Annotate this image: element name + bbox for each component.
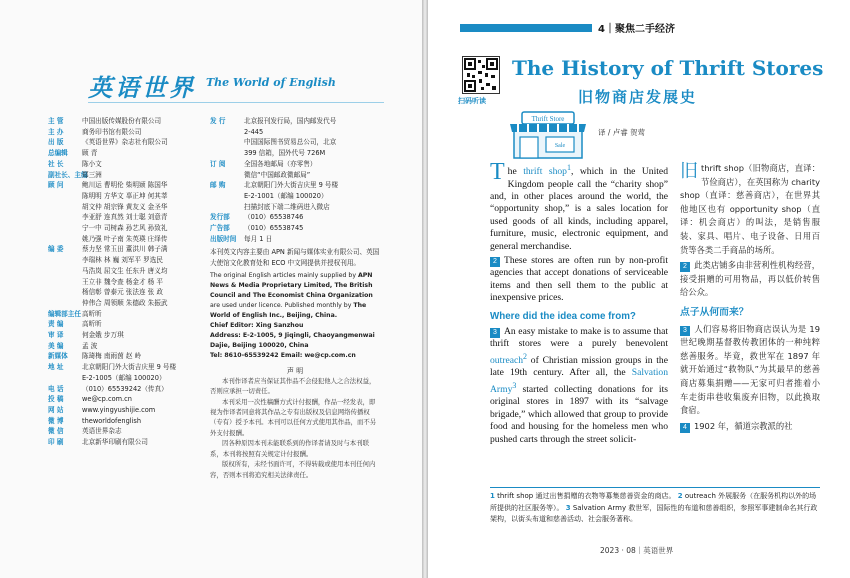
info-label — [48, 212, 82, 223]
drop-cap-cn: 旧 — [680, 161, 698, 181]
paragraph-number: 3 — [680, 326, 690, 336]
info-value: we@cp.com.cn — [82, 395, 132, 404]
info-value: 陈明明 方华文 辜正坤 何其莘 — [82, 191, 168, 200]
cn-para3-text: 人们容易将旧物商店误认为是 19 世纪晚期基督教传教团体的一种纯粹慈善服务。毕竟，救世军在 1897 年就开始通过“救物队”为其最早的慈善商店募集捐赠——无家可归者推着小车走街串巷收集废弃旧物，以此换取食宿。 — [680, 323, 820, 416]
info-value: 《英语世界》杂志社有限公司 — [82, 138, 168, 147]
info-label: 出版时间 — [210, 234, 237, 243]
para2-text: These stores are often run by non-profit agencies that accept donations of serviceable items and then sell them to the public at inexpensive prices. — [490, 255, 668, 304]
info-value: 北京朝阳门外大街吉庆里 9 号楼 — [82, 363, 177, 372]
info-label: 社 长 — [48, 159, 64, 168]
chinese-paragraph-4 — [680, 420, 820, 434]
info-row — [48, 170, 198, 181]
cooperation-en-text-2: are used under licence. Published monthly by — [210, 301, 352, 309]
info-label: 美 编 — [48, 341, 64, 350]
copyright-notice — [210, 366, 380, 480]
info-row — [210, 234, 380, 245]
chief-editor-en: Chief Editor: Xing Sanzhou — [210, 321, 304, 329]
info-label: 编辑部主任 — [48, 309, 81, 318]
cooperation-en-text: The original English articles mainly supplied by — [210, 271, 357, 279]
article-title-cn: 旧物商店发展史 — [578, 88, 698, 106]
paragraph-number: 3 — [490, 328, 500, 338]
page-folio: 2023 · 08｜英语世界 — [600, 546, 674, 555]
info-label — [210, 170, 244, 181]
footnote-number: 2 — [677, 492, 683, 500]
article-title-en: The History of Thrift Stores — [512, 56, 824, 80]
footnote-text: thrift shop 通过出售捐赠的衣物等募集慈善资金的商店。 — [497, 492, 676, 500]
info-value: 全国各地邮局（亦零售） — [244, 159, 317, 168]
info-value: 中国出版传媒股份有限公司 — [82, 117, 162, 125]
shop-sale-text: Sale — [554, 143, 566, 149]
info-value: 蔡力坚 常玉田 董洪川 韩子满 — [82, 245, 168, 254]
cooperation-en — [210, 271, 380, 361]
left-page — [0, 0, 422, 578]
info-row — [48, 287, 198, 298]
info-label: 微 信 — [48, 427, 64, 436]
chinese-paragraph-2 — [680, 259, 820, 300]
info-value: 微信“中国邮政微邮局” — [244, 170, 311, 179]
info-row — [210, 202, 380, 213]
info-label: 主 管 — [48, 117, 64, 125]
info-label — [48, 277, 82, 288]
subheading-en: Where did the idea come from? — [490, 310, 636, 322]
info-row — [48, 191, 198, 202]
english-column — [490, 159, 668, 448]
info-label: 副社长、主编 — [48, 170, 88, 179]
info-label: 投 稿 — [48, 395, 64, 404]
info-row — [48, 244, 198, 255]
info-label: 发行部 — [210, 213, 230, 222]
info-row — [48, 159, 198, 170]
info-row — [48, 180, 198, 191]
cooperation-cn: 本刊英文内容主要由 APN 新闻与媒体实业有限公司、英国大使馆文化教育处和 ECO 中文网提供并授权刊用。 — [210, 248, 380, 268]
notice-title: 声 明 — [286, 366, 304, 375]
info-value: 扫描封底下端二维码进入微店 — [244, 202, 330, 211]
info-label: 责 编 — [48, 320, 64, 329]
masthead-divider — [88, 102, 384, 103]
info-label — [48, 373, 82, 384]
info-label — [48, 191, 82, 202]
info-row — [48, 116, 198, 127]
masthead-info-right — [210, 116, 380, 480]
info-value: 2-445 — [244, 127, 264, 136]
info-label — [210, 191, 244, 202]
info-row — [48, 373, 198, 384]
info-value: 李瑞林 林 巍 刘军平 罗选民 — [82, 256, 163, 265]
info-row — [48, 255, 198, 266]
masthead-info-list — [48, 116, 198, 448]
info-label: 订 阅 — [210, 159, 226, 168]
info-value: 杨信彰 曾泰元 张法连 张 政 — [82, 288, 163, 297]
footnote-text: outreach 外展服务（在服务机构以外的场所提供的社区服务等）。 — [490, 492, 817, 512]
info-label — [210, 148, 244, 159]
drop-cap: T — [490, 159, 505, 185]
translator-credit: 译 / 卢睿 贺莺 — [598, 128, 646, 137]
info-row — [48, 266, 198, 277]
info-value: E-2-1005（邮编 100020） — [82, 373, 166, 382]
info-value: 北京新华印刷有限公司 — [82, 438, 148, 447]
info-value: 李亚舒 连真然 刘士聪 刘意青 — [82, 213, 168, 222]
para1-text: , which in the United Kingdom people call the “charity shop” and, in other places around the world, the “opportunity shop,” is a sales location for used goods of all kinds, including apparel, furniture, music, electronic equipment, and general merchandise. — [490, 166, 668, 252]
info-label: 发 行 — [210, 117, 226, 125]
info-row — [48, 212, 198, 223]
footnote-ref: 3 — [512, 380, 517, 390]
info-label — [48, 223, 82, 234]
info-label: 顾 问 — [48, 181, 64, 190]
info-row — [48, 341, 198, 352]
info-row — [210, 148, 380, 159]
footnote-divider — [490, 487, 820, 488]
section-header — [460, 20, 675, 35]
info-row — [48, 362, 198, 373]
cn-para4-text: 1902 年，循道宗教派的社 — [694, 420, 793, 431]
para3-text: An easy mistake to make is to assume that thrift stores were a purely benevolent — [490, 326, 668, 350]
info-row — [48, 148, 198, 159]
info-label: 网 站 — [48, 405, 64, 414]
info-label: 出 版 — [48, 138, 64, 147]
info-label — [48, 287, 82, 298]
masthead-logo-cn: 英语世界 — [88, 73, 196, 102]
info-label — [48, 266, 82, 277]
glossary-term-salvation-army[interactable]: Salvation Army — [490, 367, 668, 396]
info-row — [48, 309, 198, 320]
info-row — [210, 180, 380, 191]
glossary-term-outreach[interactable]: outreach — [490, 355, 524, 367]
info-row — [210, 170, 380, 181]
english-paragraph-1 — [490, 159, 668, 253]
footnote-text: Salvation Army 救世军，国际性的布道和慈善组织，参照军事建制命名其行政架构，以街头布道和慈善活动、社会服务著称。 — [490, 503, 818, 523]
address-en: Address: E-2-1005, 9 Jiqingli, Chaoyangmenwai Dajie, Beijing 100020, China — [210, 331, 375, 349]
info-row — [48, 394, 198, 405]
info-label — [48, 255, 82, 266]
info-row — [48, 137, 198, 148]
info-value: E-2-1001（邮编 100020） — [244, 191, 328, 200]
info-row — [48, 384, 198, 395]
info-value: 宁一中 司树森 孙艺风 孙致礼 — [82, 224, 168, 233]
info-value: 399 信箱，国外代号 726M — [244, 149, 326, 158]
info-row — [48, 277, 198, 288]
info-value: 陈琦梅 南雨茵 赵 岭 — [82, 352, 142, 361]
section-label: 4｜聚焦二手经济 — [598, 24, 675, 35]
footnote-number: 1 — [490, 492, 495, 500]
info-label — [210, 127, 244, 138]
info-value: 北京报刊发行局，国内邮发代号 — [244, 117, 337, 125]
info-row — [210, 191, 380, 202]
info-row — [48, 202, 198, 213]
footnote-ref: 2 — [523, 351, 528, 361]
info-row — [210, 212, 380, 223]
info-value: 高昕昕 — [82, 320, 102, 329]
notice-paragraph: 版权所有，未经书面许可，不得转载或使用本刊任何内容，否则本刊将追究相关法律责任。 — [210, 460, 376, 479]
masthead-logo-en: The World of English — [206, 76, 336, 89]
info-row — [48, 298, 198, 309]
info-label: 审 译 — [48, 331, 64, 340]
cooperation-en-partners: APN News & Media Proprietary Limited, The British Council and The Economist China Organization — [210, 271, 373, 299]
para1-text: he — [507, 166, 524, 178]
info-value: 中国国际图书贸易总公司，北京 — [244, 138, 337, 147]
info-value: 王立非 魏令查 杨金才 杨 平 — [82, 277, 163, 286]
info-value: 何金娥 步万琪 — [82, 331, 124, 340]
info-label: 新媒体 — [48, 352, 68, 361]
publisher-en: The World of English Inc., Beijing, China. — [210, 301, 367, 319]
info-row — [48, 330, 198, 341]
info-value: 商务印书馆有限公司 — [82, 127, 142, 136]
info-row — [48, 319, 198, 330]
info-row — [210, 159, 380, 170]
info-row — [48, 416, 198, 427]
contact-en: Tel: 8610-65539242 Email: we@cp.com.cn — [210, 351, 356, 359]
paragraph-number: 2 — [490, 257, 500, 267]
english-paragraph-2 — [490, 255, 668, 305]
chinese-column — [680, 162, 820, 435]
info-row — [48, 127, 198, 138]
qr-code-icon[interactable] — [462, 56, 500, 94]
publishing-info-list — [210, 116, 380, 244]
info-row — [210, 127, 380, 138]
qr-caption: 扫码听读 — [458, 97, 486, 105]
para3-text: started collecting donations for its original stores in 1897 with its “salvage brigade,” which allowed that group to provide food and housing for the homeless men who pushed carts through the street solicit- — [490, 384, 668, 445]
info-value: 姚乃强 叶子南 朱英瑛 庄绎传 — [82, 234, 168, 243]
info-value: （010）65539242（传真） — [82, 384, 168, 393]
info-label — [210, 137, 244, 148]
info-label — [48, 202, 82, 213]
notice-paragraph: 因各种原因本刊未能联系到的作译者请及时与本刊联系，本刊将按照有关规定计付报酬。 — [210, 439, 369, 458]
info-label: 邮 购 — [210, 181, 226, 190]
info-label: 印 刷 — [48, 438, 64, 447]
notice-paragraph: 本刊作译者应当保证其作品不会侵犯他人之合法权益，否则应承担一切责任。 — [210, 376, 376, 396]
info-row — [210, 223, 380, 234]
info-value: 郑三洲 — [82, 170, 102, 179]
english-paragraph-3 — [490, 326, 668, 446]
chinese-paragraph-1 — [680, 162, 820, 257]
cn-para2-text: 此类店铺多由非营利性机构经营，接受捐赠的可用物品，再以低价转售给公众。 — [680, 260, 820, 298]
paragraph-number: 4 — [680, 423, 690, 433]
info-label: 微 博 — [48, 416, 64, 425]
info-row — [210, 137, 380, 148]
chinese-paragraph-3 — [680, 323, 820, 418]
info-value: 高昕昕 — [82, 309, 102, 318]
glossary-term-thrift-shop[interactable]: thrift shop — [523, 166, 567, 178]
info-value: 孟 波 — [82, 341, 98, 350]
info-value: theworldofenglish — [82, 416, 142, 425]
info-value: 英语世界杂志 — [82, 427, 122, 436]
para3-text: of Christian mission groups in the late 19th century. After all, the — [490, 355, 668, 379]
info-label — [210, 202, 244, 213]
info-value: （010）65538746 — [244, 213, 304, 222]
info-value: 顾 青 — [82, 149, 98, 158]
paragraph-number: 2 — [680, 262, 690, 272]
thrift-store-illustration — [508, 104, 588, 160]
footnotes — [490, 491, 820, 526]
info-row — [48, 426, 198, 437]
info-row — [48, 405, 198, 416]
info-row — [48, 351, 198, 362]
info-label: 广告部 — [210, 224, 230, 233]
info-row — [48, 223, 198, 234]
info-label: 主 办 — [48, 127, 64, 136]
info-label — [48, 298, 82, 309]
info-value: 胡文仲 胡宗锋 黄友义 金圣华 — [82, 202, 168, 211]
info-value: 每月 1 日 — [244, 234, 273, 243]
info-value: 北京朝阳门外大街吉庆里 9 号楼 — [244, 181, 339, 190]
info-value: www.yingyushijie.com — [82, 405, 156, 414]
footnote-ref: 1 — [566, 163, 571, 172]
section-bar — [460, 24, 592, 32]
info-label: 编 委 — [48, 245, 64, 254]
cn-para1-text: thrift shop（旧物商店，直译：节俭商店），在英国称为 charity shop（直译：慈善商店），在世界其他地区也有 opportunity shop（直译：机会商店）的叫法，是销售服装、家具、唱片、电子设备、日用百货等各类二手商品的场所。 — [680, 163, 820, 255]
info-value: （010）65538745 — [244, 224, 304, 233]
shop-sign-text: Thrift Store — [531, 115, 565, 123]
notice-paragraph: 本刊采用一次性稿酬方式计付报酬，作品一经发表，即视为作译者同意将其作品之专有出版权及信息网络传播权（专有）授予本刊。本刊可以任何方式使用其作品，而不另外支付报酬。 — [210, 397, 377, 437]
info-row — [210, 116, 380, 127]
info-label — [48, 234, 82, 245]
info-label: 电 话 — [48, 384, 64, 393]
info-row — [48, 437, 198, 448]
info-label: 总编辑 — [48, 149, 68, 158]
subheading-cn: 点子从何而来？ — [680, 306, 749, 318]
info-value: 陈小文 — [82, 159, 102, 168]
right-page — [428, 0, 850, 578]
info-value: 鲍川运 曹明伦 柴明颎 陈国华 — [82, 181, 168, 190]
info-row — [48, 234, 198, 245]
footnote-number: 3 — [565, 503, 571, 512]
info-value: 马浩岚 屈文生 任东升 唐义均 — [82, 266, 168, 275]
info-value: 仲伟合 周领顺 朱德政 朱振武 — [82, 298, 168, 307]
info-label: 地 址 — [48, 363, 64, 372]
